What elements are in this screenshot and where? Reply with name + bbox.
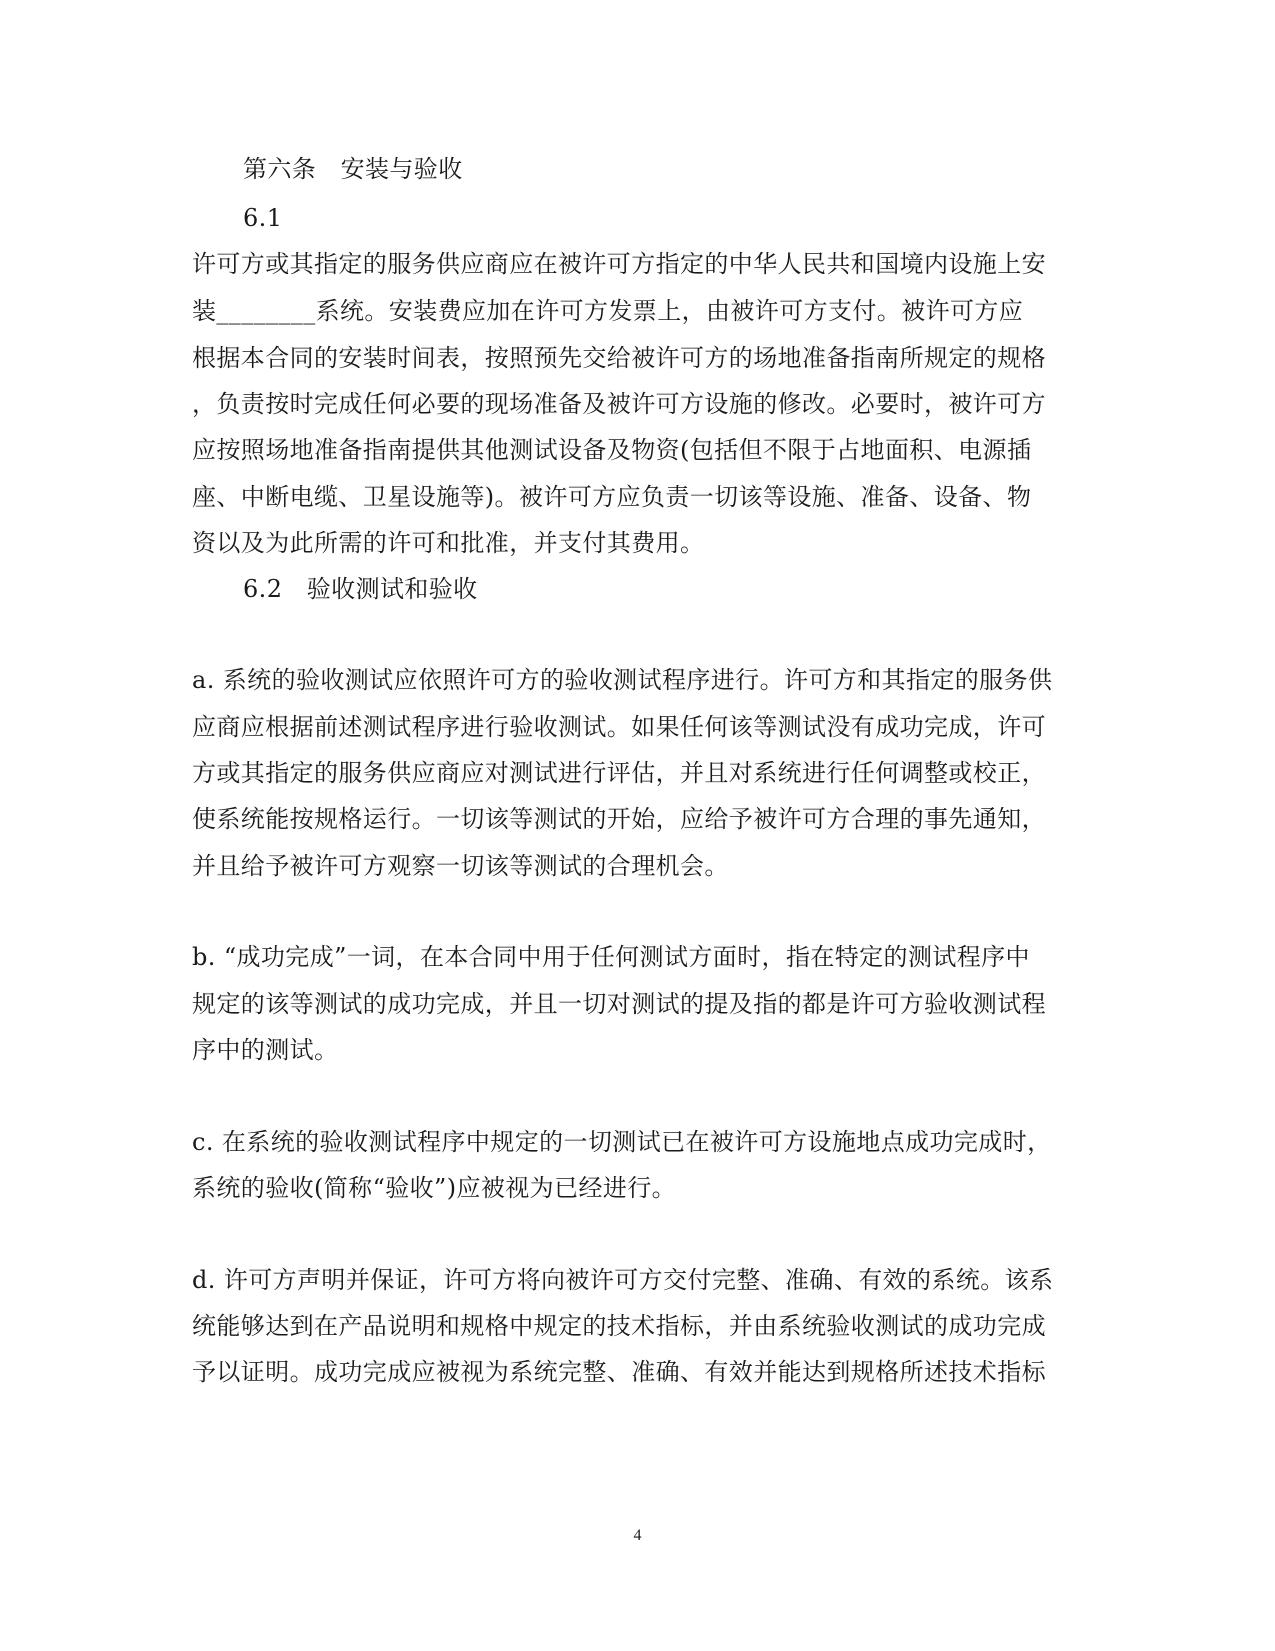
item-d-line: 予以证明。成功完成应被视为系统完整、准确、有效并能达到规格所述技术指标 [192, 1358, 1046, 1386]
item-a-line: 方或其指定的服务供应商应对测试进行评估，并且对系统进行任何调整或校正， [192, 759, 1046, 787]
item-b-line: 规定的该等测试的成功完成，并且一切对测试的提及指的都是许可方验收测试程 [192, 990, 1046, 1018]
item-d-line: 统能够达到在产品说明和规格中规定的技术指标，并由系统验收测试的成功完成 [192, 1312, 1046, 1340]
item-d-line: d. 许可方声明并保证，许可方将向被许可方交付完整、准确、有效的系统。该系 [192, 1266, 1054, 1294]
paragraph-line: 座、中断电缆、卫星设施等)。被许可方应负责一切该等设施、准备、设备、物 [192, 483, 1032, 511]
paragraph-line: 根据本合同的安装时间表，按照预先交给被许可方的场地准备指南所规定的规格 [192, 344, 1046, 372]
item-a-line: a. 系统的验收测试应依照许可方的验收测试程序进行。许可方和其指定的服务供 [192, 666, 1053, 694]
clause-number-6-1: 6.1 [243, 204, 283, 232]
paragraph-line: 装________系统。安装费应加在许可方发票上，由被许可方支付。被许可方应 [192, 297, 1024, 325]
page-number: 4 [633, 1527, 642, 1544]
item-c-line: 系统的验收(简称“验收”)应被视为已经进行。 [192, 1174, 677, 1202]
item-b-line: b. “成功完成”一词，在本合同中用于任何测试方面时，指在特定的测试程序中 [192, 943, 1030, 971]
item-a-line: 并且给予被许可方观察一切该等测试的合理机会。 [192, 852, 729, 880]
item-a-line: 应商应根据前述测试程序进行验收测试。如果任何该等测试没有成功完成，许可 [192, 713, 1046, 741]
paragraph-line: 资以及为此所需的许可和批准，并支付其费用。 [192, 529, 705, 557]
paragraph-line: 许可方或其指定的服务供应商应在被许可方指定的中华人民共和国境内设施上安 [192, 250, 1046, 278]
item-a-line: 使系统能按规格运行。一切该等测试的开始，应给予被许可方合理的事先通知， [192, 805, 1046, 833]
item-c-line: c. 在系统的验收测试程序中规定的一切测试已在被许可方设施地点成功完成时， [192, 1128, 1052, 1156]
section-title: 第六条 安装与验收 [243, 155, 463, 183]
item-b-line: 序中的测试。 [192, 1036, 339, 1064]
paragraph-line: 应按照场地准备指南提供其他测试设备及物资(包括但不限于占地面积、电源插 [192, 436, 1032, 464]
clause-heading-6-2: 6.2 验收测试和验收 [243, 575, 478, 603]
paragraph-line: ，负责按时完成任何必要的现场准备及被许可方设施的修改。必要时，被许可方 [192, 390, 1046, 418]
